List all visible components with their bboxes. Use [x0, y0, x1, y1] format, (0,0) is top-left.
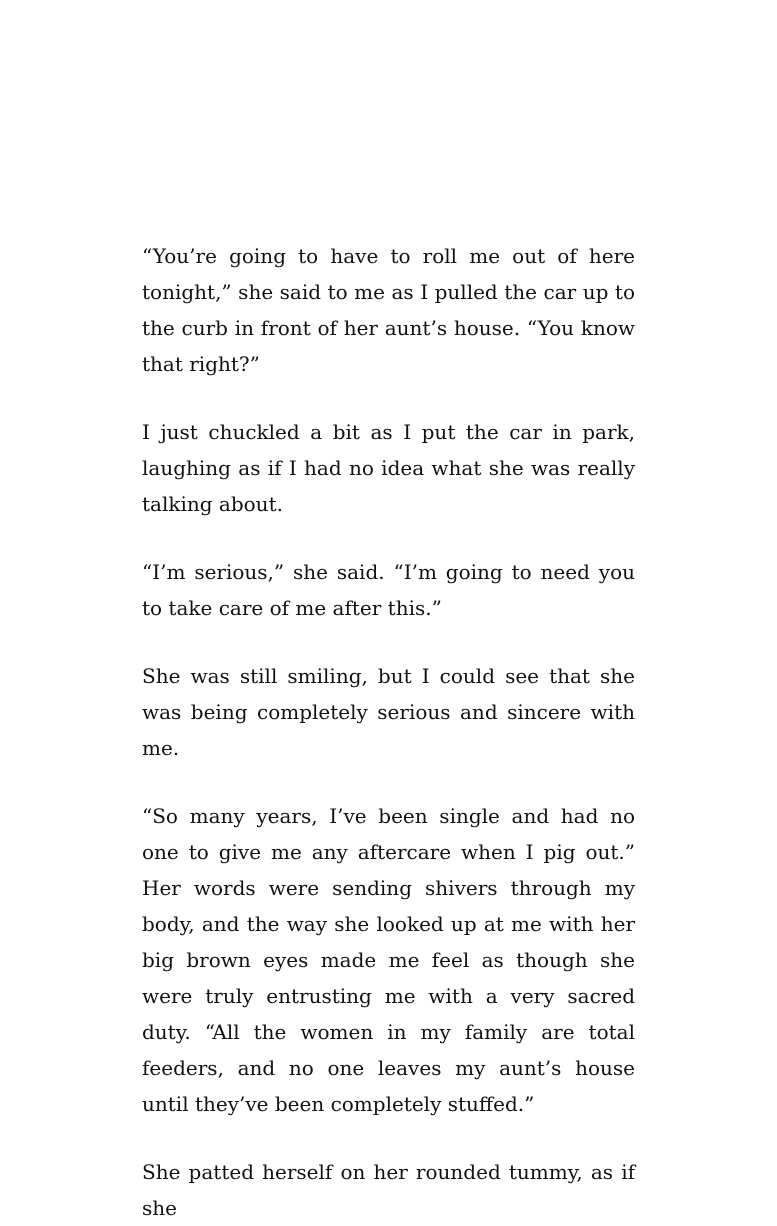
paragraph-6: She patted herself on her rounded tummy, as if she	[142, 1160, 635, 1220]
paragraph-2: I just chuckled a bit as I put the car in park, laughing as if I had no idea what she was really talking about.	[142, 420, 635, 516]
book-page	[142, 238, 635, 1226]
paragraph-1: “You’re going to have to roll me out of here tonight,” she said to me as I pulled the car up to the curb in front of her aunt’s house. “You know that right?”	[142, 244, 635, 376]
paragraph-3: “I’m serious,” she said. “I’m going to need you to take care of me after this.”	[142, 560, 635, 620]
paragraph-4: She was still smiling, but I could see that she was being completely serious and sincere with me.	[142, 664, 635, 760]
paragraph-5: “So many years, I’ve been single and had no one to give me any aftercare when I pig out.” Her words were sending shivers through my body, and the way she looked up at me with her big brown eyes made me feel as though she were truly entrusting me with a very sacred duty. “All the women in my family are total feeders, and no one leaves my aunt’s house until they’ve been completely stuffed.”	[142, 804, 635, 1116]
